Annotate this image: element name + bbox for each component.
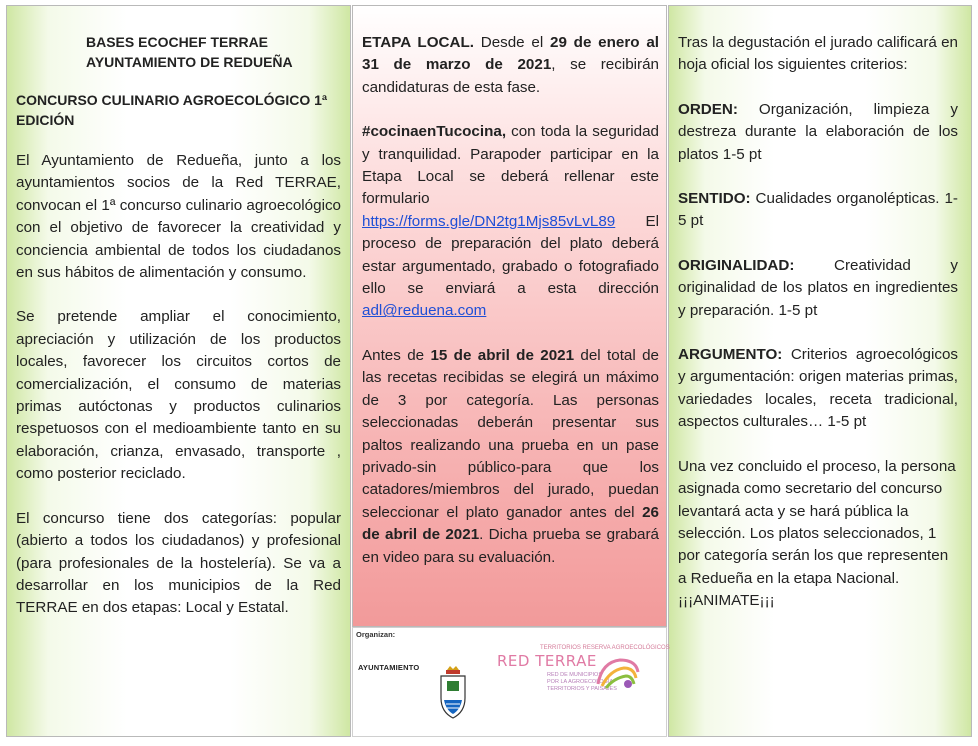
local-stage-text-end: , se recibirán candidaturas de esta fase.: [362, 56, 659, 96]
ayuntamiento-label: AYUNTAMIENTO: [358, 663, 420, 672]
criterion-label: ARGUMENTO:: [678, 346, 783, 364]
participation-text: con toda la seguridad y tranquilidad. Parapoder participar en la Etapa Local se deberá rellenar este formulario: [362, 123, 659, 208]
criterion-label: ORIGINALIDAD:: [678, 256, 795, 274]
criterion-sentido: [678, 188, 958, 233]
criterion-argumento: [678, 344, 958, 434]
local-stage-label: ETAPA LOCAL.: [362, 34, 474, 51]
terrae-line: TERRITORIOS Y PAISAJES: [547, 686, 617, 692]
right-column: [678, 32, 958, 613]
terrae-logo-icon: [592, 654, 642, 694]
selection-date: 15 de abril de 2021: [430, 346, 575, 364]
criterion-label: ORDEN:: [678, 100, 738, 118]
middle-column: [362, 32, 659, 569]
email-link[interactable]: adl@reduena.com: [362, 302, 487, 320]
local-stage-text: Desde el: [473, 34, 551, 51]
categories-paragraph: El concurso tiene dos categorías: popular (abierto a todos los ciudadanos) y profesional (para profesionales de la hostelería). Se va a desarrollar en los municipios de la Red TERRAE en dos etapas: Local y Estatal.: [16, 509, 341, 617]
closing-paragraph: Una vez concluido el proceso, la persona asignada como secretario del concurso levantará acta y se hará pública la selección. Los platos seleccionados, 1 por categoría serán los que representen a Redueña en la etapa Nacional.: [678, 457, 956, 587]
local-stage-dates: 29 de enero al 31 de marzo de 2021: [362, 34, 659, 74]
document-header: [16, 32, 341, 72]
red-terrae-logo-text: RED TERRAE: [497, 652, 597, 670]
selection-end: . Dicha prueba se grabará en video para su evaluación.: [362, 526, 660, 566]
hashtag: #cocinaenTucocina,: [362, 123, 507, 141]
selection-pre: Antes de: [362, 346, 431, 364]
left-column: [16, 32, 341, 620]
organizers-label: Organizan:: [356, 630, 396, 639]
criterion-originalidad: [678, 255, 958, 322]
selection-paragraph: [362, 345, 659, 569]
criterion-text: Creatividad y originalidad de los platos en ingredientes y preparación. 1-5 pt: [678, 256, 958, 319]
criterion-text: Organización, limpieza y destreza durante la elaboración de los platos 1-5 pt: [678, 100, 958, 163]
process-text: El proceso de preparación del plato deberá estar argumentado, grabado o fotografiado ello se enviará a esta dirección: [362, 212, 659, 298]
terrae-line: POR LA AGROECOLOGÍA: [547, 679, 614, 685]
criterion-orden: [678, 99, 958, 166]
terrae-line: RED DE MUNICIPIOS: [547, 672, 603, 678]
header-subtitle: AYUNTAMIENTO DE REDUEÑA: [86, 54, 293, 70]
coat-of-arms-icon: [438, 664, 468, 726]
local-stage-paragraph: [362, 32, 659, 99]
intro-paragraph: El Ayuntamiento de Redueña, junto a los ayuntamientos socios de la Red TERRAE, convocan el 1ª concurso culinario agroecológico con el objetivo de favorecer la creatividad y conciencia ambiental de todos los ciudadanos en sus hábitos de alimentación y consumo.: [16, 152, 341, 282]
final-date: 26 de abril de 2021: [362, 503, 659, 544]
participation-paragraph: [362, 121, 659, 323]
criterion-text: Cualidades organolépticas. 1-5 pt: [678, 190, 958, 230]
terrae-tagline: TERRITORIOS RESERVA AGROECOLÓGICOS: [540, 645, 670, 651]
form-link[interactable]: https://forms.gle/DN2tg1Mjs85vLvL89: [362, 212, 616, 230]
selection-text: del total de las recetas recibidas se elegirá un máximo de 3 por categoría. Las personas seleccionadas deberán presentar sus paltos realizando una prueba en un pase privado-sin público-para que los catadores/miembros del jurado, puedan seleccionar el plato ganador antes del: [362, 346, 659, 521]
criterion-text: Criterios agroecológicos y argumentación: origen materias primas, variedades locales, receta tradicional, aspectos culturales… 1-5 pt: [678, 346, 958, 431]
contest-title: CONCURSO CULINARIO AGROECOLÓGICO 1ª EDICIÓN: [16, 92, 328, 128]
criterion-label: SENTIDO:: [678, 190, 751, 208]
header-title: BASES ECOCHEF TERRAE: [86, 34, 269, 50]
cheer-text: ¡¡¡ANIMATE¡¡¡: [678, 592, 775, 610]
criteria-intro: Tras la degustación el jurado calificará en hoja oficial los siguientes criterios:: [678, 34, 958, 74]
objectives-paragraph: Se pretende ampliar el conocimiento, apreciación y utilización de los productos locales, favorecer los circuitos cortos de comercialización, el consumo de materias primas autóctonas y productos culinarios respetuosos con el medioambiente tanto en su elaboración, crianza, envasado, transporte , como posterior reciclado.: [16, 308, 341, 483]
